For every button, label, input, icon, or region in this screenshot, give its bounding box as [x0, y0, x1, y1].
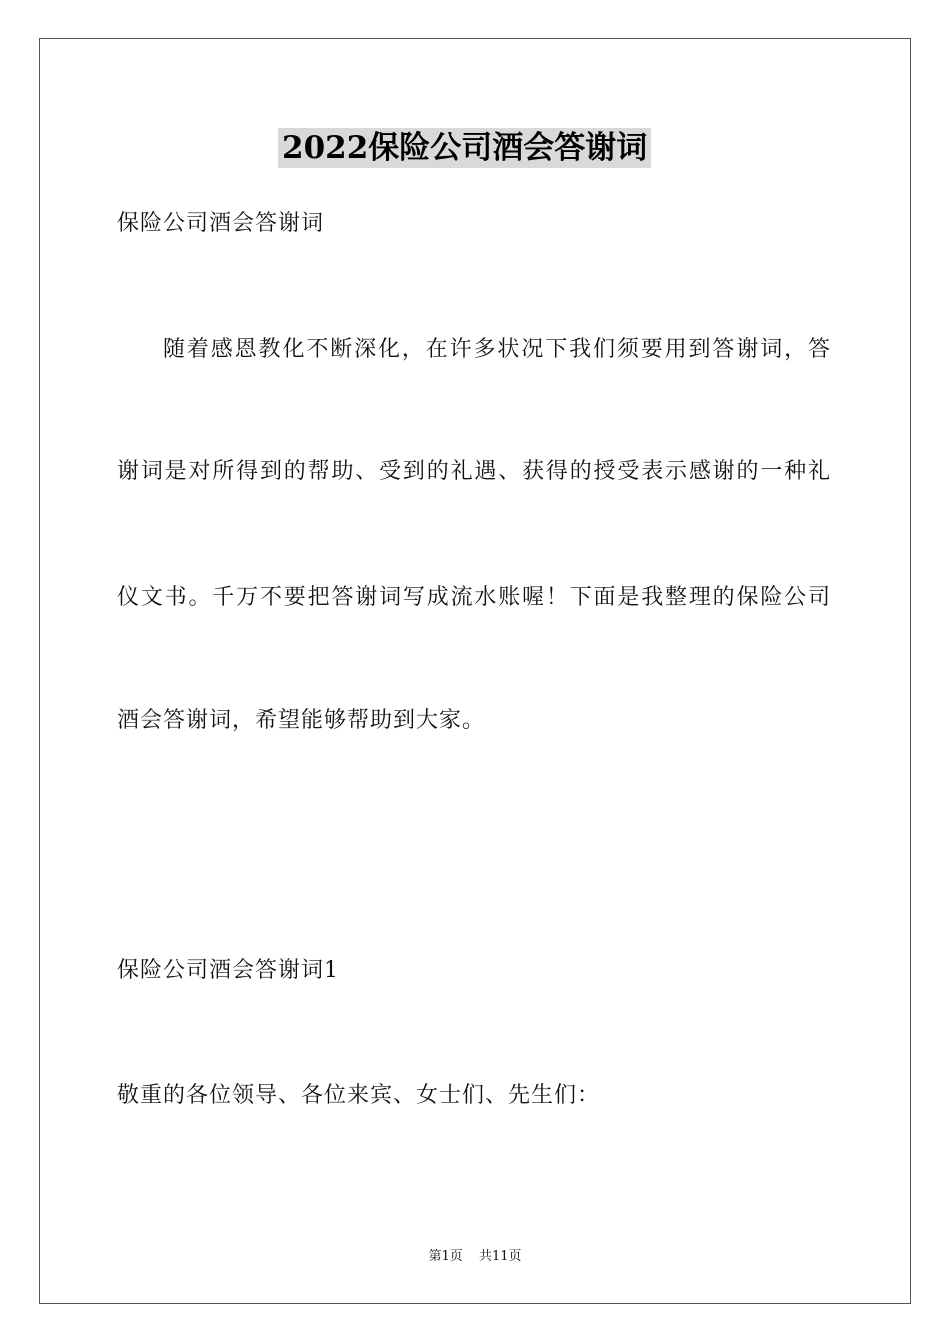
- intro-line-2: 谢词是对所得到的帮助、受到的礼遇、获得的授受表示感谢的一种礼: [117, 459, 831, 484]
- page-footer: [0, 1248, 950, 1266]
- document-title: 2022保险公司酒会答谢词: [278, 128, 651, 168]
- page-number-total: 共11页: [478, 1249, 522, 1264]
- section-heading: 保险公司酒会答谢词1: [117, 958, 339, 983]
- page-number-current: 第1页: [428, 1249, 463, 1264]
- intro-line-4: 酒会答谢词，希望能够帮助到大家。: [117, 708, 486, 733]
- intro-line-1: 随着感恩教化不断深化，在许多状况下我们须要用到答谢词，答: [163, 337, 831, 362]
- intro-line-3: 仪文书。千万不要把答谢词写成流水账喔！下面是我整理的保险公司: [117, 585, 831, 610]
- salutation: 敬重的各位领导、各位来宾、女士们、先生们：: [117, 1083, 601, 1108]
- document-subtitle: 保险公司酒会答谢词: [117, 211, 325, 236]
